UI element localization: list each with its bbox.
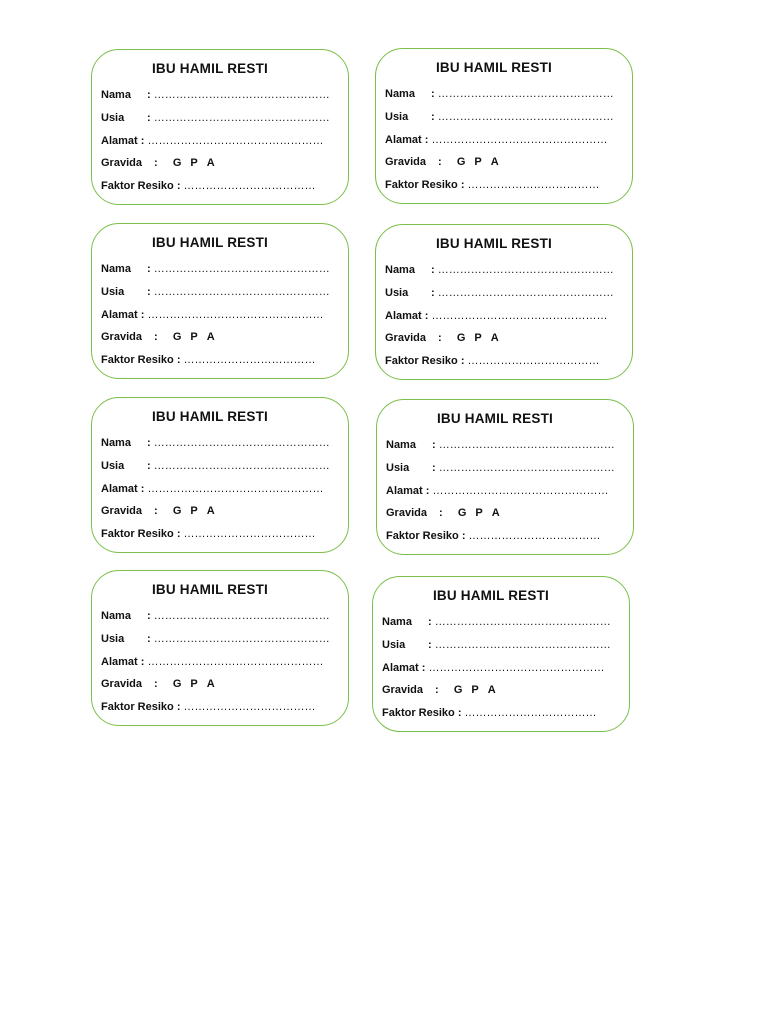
- card-title: IBU HAMIL RESTI: [151, 235, 268, 250]
- gravida-a: A: [487, 684, 496, 696]
- alamat-field: …………………………………………: [431, 134, 608, 146]
- gravida-row: Gravida : G P A: [101, 505, 215, 517]
- usia-label: Usia: [385, 111, 409, 123]
- faktor-resiko-field: ………………………………: [183, 701, 316, 713]
- gravida-g: G: [456, 332, 466, 344]
- nama-field: …………………………………………: [434, 616, 611, 628]
- alamat-field: …………………………………………: [147, 309, 324, 321]
- card-title: IBU HAMIL RESTI: [435, 236, 552, 251]
- gravida-row: Gravida : G P A: [386, 507, 500, 519]
- card-title: IBU HAMIL RESTI: [435, 60, 552, 75]
- faktor-resiko-label: Faktor Resiko: [101, 180, 174, 192]
- gravida-label: Gravida: [101, 157, 142, 169]
- usia-row: Usia : …………………………………………: [101, 286, 330, 298]
- alamat-label: Alamat: [101, 135, 138, 147]
- faktor-resiko-field: ………………………………: [183, 528, 316, 540]
- usia-label: Usia: [382, 639, 406, 651]
- alamat-field: …………………………………………: [147, 656, 324, 668]
- alamat-row: Alamat : …………………………………………: [101, 656, 324, 668]
- gravida-g: G: [172, 678, 182, 690]
- usia-row: Usia : …………………………………………: [101, 460, 330, 472]
- alamat-field: …………………………………………: [147, 135, 324, 147]
- usia-field: …………………………………………: [153, 286, 330, 298]
- gravida-g: G: [456, 156, 466, 168]
- label-card-8: [372, 576, 630, 732]
- alamat-row: Alamat : …………………………………………: [101, 135, 324, 147]
- usia-row: Usia : …………………………………………: [386, 462, 615, 474]
- faktor-resiko-label: Faktor Resiko: [101, 701, 174, 713]
- faktor-resiko-label: Faktor Resiko: [386, 530, 459, 542]
- card-title: IBU HAMIL RESTI: [432, 588, 549, 603]
- faktor-resiko-label: Faktor Resiko: [101, 354, 174, 366]
- nama-row: Nama : …………………………………………: [386, 439, 615, 451]
- faktor-resiko-field: ………………………………: [467, 179, 600, 191]
- faktor-resiko-row: Faktor Resiko : ………………………………: [386, 530, 601, 542]
- gravida-a: A: [490, 156, 499, 168]
- alamat-field: …………………………………………: [428, 662, 605, 674]
- usia-row: Usia : …………………………………………: [385, 287, 614, 299]
- alamat-label: Alamat: [386, 485, 423, 497]
- gravida-label: Gravida: [101, 678, 142, 690]
- usia-field: …………………………………………: [438, 462, 615, 474]
- label-card-1: [91, 49, 349, 205]
- alamat-row: Alamat : …………………………………………: [101, 309, 324, 321]
- gravida-row: Gravida : G P A: [385, 332, 499, 344]
- nama-field: …………………………………………: [437, 88, 614, 100]
- alamat-row: Alamat : …………………………………………: [385, 134, 608, 146]
- card-title: IBU HAMIL RESTI: [151, 61, 268, 76]
- usia-row: Usia : …………………………………………: [101, 112, 330, 124]
- alamat-row: Alamat : …………………………………………: [382, 662, 605, 674]
- nama-field: …………………………………………: [437, 264, 614, 276]
- gravida-g: G: [172, 331, 182, 343]
- gravida-p: P: [190, 331, 198, 343]
- alamat-row: Alamat : …………………………………………: [101, 483, 324, 495]
- alamat-label: Alamat: [101, 656, 138, 668]
- faktor-resiko-row: Faktor Resiko : ………………………………: [101, 180, 316, 192]
- gravida-label: Gravida: [385, 332, 426, 344]
- usia-row: Usia : …………………………………………: [101, 633, 330, 645]
- nama-row: Nama : …………………………………………: [101, 437, 330, 449]
- card-title: IBU HAMIL RESTI: [151, 582, 268, 597]
- gravida-p: P: [475, 507, 483, 519]
- alamat-label: Alamat: [101, 483, 138, 495]
- label-card-5: [91, 397, 349, 553]
- nama-row: Nama : …………………………………………: [101, 89, 330, 101]
- nama-label: Nama: [101, 263, 131, 275]
- gravida-a: A: [491, 507, 500, 519]
- faktor-resiko-row: Faktor Resiko : ………………………………: [382, 707, 597, 719]
- faktor-resiko-field: ………………………………: [183, 354, 316, 366]
- gravida-p: P: [190, 505, 198, 517]
- gravida-p: P: [190, 157, 198, 169]
- gravida-g: G: [172, 505, 182, 517]
- nama-field: …………………………………………: [153, 263, 330, 275]
- gravida-row: Gravida : G P A: [382, 684, 496, 696]
- faktor-resiko-label: Faktor Resiko: [101, 528, 174, 540]
- gravida-row: Gravida : G P A: [385, 156, 499, 168]
- gravida-label: Gravida: [101, 331, 142, 343]
- faktor-resiko-field: ………………………………: [467, 355, 600, 367]
- faktor-resiko-row: Faktor Resiko : ………………………………: [385, 355, 600, 367]
- nama-label: Nama: [101, 610, 131, 622]
- label-card-6: [376, 399, 634, 555]
- gravida-row: Gravida : G P A: [101, 157, 215, 169]
- nama-row: Nama : …………………………………………: [385, 88, 614, 100]
- nama-label: Nama: [385, 88, 415, 100]
- card-title: IBU HAMIL RESTI: [151, 409, 268, 424]
- gravida-p: P: [190, 678, 198, 690]
- alamat-field: …………………………………………: [432, 485, 609, 497]
- nama-field: …………………………………………: [153, 437, 330, 449]
- nama-row: Nama : …………………………………………: [101, 610, 330, 622]
- gravida-label: Gravida: [382, 684, 423, 696]
- gravida-a: A: [206, 331, 215, 343]
- usia-field: …………………………………………: [153, 460, 330, 472]
- gravida-label: Gravida: [385, 156, 426, 168]
- gravida-label: Gravida: [101, 505, 142, 517]
- nama-label: Nama: [382, 616, 412, 628]
- gravida-a: A: [206, 505, 215, 517]
- alamat-field: …………………………………………: [147, 483, 324, 495]
- usia-field: …………………………………………: [153, 112, 330, 124]
- label-card-2: [375, 48, 633, 204]
- gravida-a: A: [490, 332, 499, 344]
- gravida-p: P: [474, 156, 482, 168]
- nama-field: …………………………………………: [153, 89, 330, 101]
- usia-label: Usia: [386, 462, 410, 474]
- nama-row: Nama : …………………………………………: [385, 264, 614, 276]
- usia-field: …………………………………………: [437, 111, 614, 123]
- label-card-4: [375, 224, 633, 380]
- nama-field: …………………………………………: [438, 439, 615, 451]
- faktor-resiko-field: ………………………………: [464, 707, 597, 719]
- gravida-p: P: [471, 684, 479, 696]
- alamat-row: Alamat : …………………………………………: [386, 485, 609, 497]
- gravida-a: A: [206, 678, 215, 690]
- gravida-g: G: [453, 684, 463, 696]
- usia-label: Usia: [101, 633, 125, 645]
- alamat-label: Alamat: [385, 310, 422, 322]
- usia-field: …………………………………………: [437, 287, 614, 299]
- usia-label: Usia: [101, 460, 125, 472]
- faktor-resiko-field: ………………………………: [468, 530, 601, 542]
- nama-label: Nama: [386, 439, 416, 451]
- nama-row: Nama : …………………………………………: [382, 616, 611, 628]
- faktor-resiko-row: Faktor Resiko : ………………………………: [101, 354, 316, 366]
- faktor-resiko-label: Faktor Resiko: [385, 355, 458, 367]
- alamat-field: …………………………………………: [431, 310, 608, 322]
- faktor-resiko-row: Faktor Resiko : ………………………………: [385, 179, 600, 191]
- faktor-resiko-row: Faktor Resiko : ………………………………: [101, 528, 316, 540]
- nama-row: Nama : …………………………………………: [101, 263, 330, 275]
- label-card-3: [91, 223, 349, 379]
- gravida-row: Gravida : G P A: [101, 678, 215, 690]
- usia-row: Usia : …………………………………………: [385, 111, 614, 123]
- usia-label: Usia: [101, 112, 125, 124]
- usia-label: Usia: [101, 286, 125, 298]
- alamat-label: Alamat: [385, 134, 422, 146]
- nama-label: Nama: [101, 437, 131, 449]
- nama-label: Nama: [101, 89, 131, 101]
- usia-label: Usia: [385, 287, 409, 299]
- nama-field: …………………………………………: [153, 610, 330, 622]
- usia-row: Usia : …………………………………………: [382, 639, 611, 651]
- gravida-g: G: [172, 157, 182, 169]
- alamat-label: Alamat: [382, 662, 419, 674]
- gravida-label: Gravida: [386, 507, 427, 519]
- usia-field: …………………………………………: [153, 633, 330, 645]
- nama-label: Nama: [385, 264, 415, 276]
- alamat-row: Alamat : …………………………………………: [385, 310, 608, 322]
- faktor-resiko-label: Faktor Resiko: [385, 179, 458, 191]
- faktor-resiko-field: ………………………………: [183, 180, 316, 192]
- faktor-resiko-label: Faktor Resiko: [382, 707, 455, 719]
- gravida-a: A: [206, 157, 215, 169]
- gravida-p: P: [474, 332, 482, 344]
- usia-field: …………………………………………: [434, 639, 611, 651]
- faktor-resiko-row: Faktor Resiko : ………………………………: [101, 701, 316, 713]
- gravida-g: G: [457, 507, 467, 519]
- label-card-7: [91, 570, 349, 726]
- alamat-label: Alamat: [101, 309, 138, 321]
- gravida-row: Gravida : G P A: [101, 331, 215, 343]
- card-title: IBU HAMIL RESTI: [436, 411, 553, 426]
